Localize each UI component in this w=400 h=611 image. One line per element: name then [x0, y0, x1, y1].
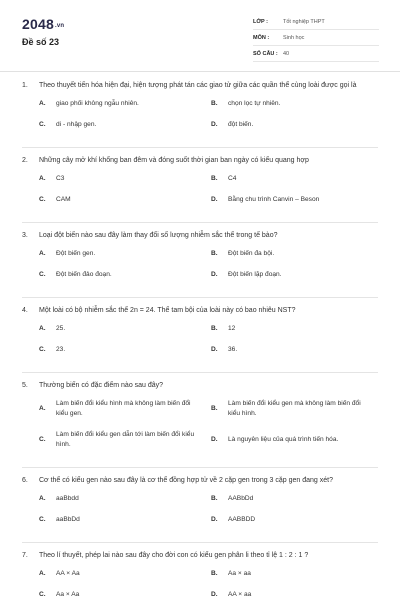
option-row — [22, 494, 378, 515]
meta-row-subject — [253, 30, 379, 46]
option-letter: D. — [211, 436, 218, 443]
question-number: 1. — [22, 82, 28, 89]
option-letter: B. — [211, 405, 218, 412]
option-d[interactable] — [211, 590, 371, 600]
question-text — [22, 230, 378, 241]
question-text — [22, 155, 378, 166]
question-divider — [22, 222, 378, 223]
option-letter: A. — [39, 570, 46, 577]
option-b[interactable] — [211, 174, 371, 184]
option-row — [22, 99, 378, 120]
option-letter: B. — [211, 250, 218, 257]
option-letter: B. — [211, 100, 218, 107]
question-number: 5. — [22, 382, 28, 389]
option-text: Đột biến đảo đoạn. — [56, 271, 112, 278]
option-row — [22, 430, 378, 461]
question-divider — [22, 467, 378, 468]
option-a[interactable] — [39, 174, 199, 184]
option-text: C3 — [56, 175, 65, 182]
option-letter: B. — [211, 325, 218, 332]
question-text — [22, 550, 378, 561]
option-row — [22, 270, 378, 291]
option-text: 12 — [228, 325, 236, 332]
option-letter: D. — [211, 121, 218, 128]
option-a[interactable] — [39, 569, 199, 579]
question-text — [22, 380, 378, 391]
option-row — [22, 515, 378, 536]
option-d[interactable] — [211, 120, 371, 130]
option-grid — [22, 494, 378, 536]
option-letter: B. — [211, 570, 218, 577]
question-6 — [0, 475, 400, 543]
question-text — [22, 305, 378, 316]
option-letter: C. — [39, 516, 46, 523]
option-text: đột biến. — [228, 121, 254, 128]
option-row — [22, 174, 378, 195]
option-a[interactable] — [39, 399, 199, 419]
question-list — [0, 80, 400, 611]
logo-suffix: .vn — [54, 23, 65, 29]
option-row — [22, 249, 378, 270]
option-grid — [22, 99, 378, 141]
option-b[interactable] — [211, 569, 371, 579]
option-c[interactable] — [39, 430, 199, 450]
option-text: Aa × Aa — [56, 591, 80, 598]
option-text: 25. — [56, 325, 66, 332]
option-text: di - nhập gen. — [56, 121, 97, 128]
option-d[interactable] — [211, 515, 371, 525]
option-text: AA × Aa — [56, 570, 80, 577]
option-row — [22, 399, 378, 430]
option-text: Là nguyên liệu của quá trình tiến hóa. — [228, 436, 339, 443]
option-a[interactable] — [39, 249, 199, 259]
option-b[interactable] — [211, 324, 371, 334]
option-letter: D. — [211, 516, 218, 523]
meta-value: 40 — [283, 51, 290, 57]
meta-label: LỚP : — [253, 19, 268, 25]
question-body: Theo lí thuyết, phép lai nào sau đây cho đời con có kiểu gen phân li theo tỉ lệ 1 : 2 : 1 ? — [39, 552, 309, 559]
option-letter: A. — [39, 495, 46, 502]
question-body: Loại đột biến nào sau đây làm thay đổi số lượng nhiễm sắc thể trong tế bào? — [39, 232, 278, 239]
option-grid — [22, 174, 378, 216]
question-number: 6. — [22, 477, 28, 484]
question-text — [22, 80, 378, 91]
option-d[interactable] — [211, 345, 371, 355]
option-letter: C. — [39, 271, 46, 278]
option-c[interactable] — [39, 515, 199, 525]
option-text: AABbDd — [228, 495, 254, 502]
option-text: CAM — [56, 196, 71, 203]
option-letter: D. — [211, 346, 218, 353]
option-letter: C. — [39, 346, 46, 353]
option-text: Đột biến đa bội. — [228, 250, 275, 257]
question-number: 3. — [22, 232, 28, 239]
question-body: Cơ thể có kiểu gen nào sau đây là cơ thể đồng hợp tử về 2 cặp gen trong 3 cặp gen đang xét? — [39, 477, 333, 484]
option-c[interactable] — [39, 345, 199, 355]
option-row — [22, 324, 378, 345]
meta-value: Sinh học — [283, 35, 305, 41]
option-grid — [22, 399, 378, 461]
option-b[interactable] — [211, 494, 371, 504]
site-logo[interactable] — [22, 16, 64, 32]
question-1 — [0, 80, 400, 148]
option-letter: C. — [39, 591, 46, 598]
option-grid — [22, 569, 378, 611]
question-2 — [0, 155, 400, 223]
option-b[interactable] — [211, 99, 371, 109]
option-d[interactable] — [211, 195, 371, 205]
question-4 — [0, 305, 400, 373]
question-divider — [22, 542, 378, 543]
question-divider — [22, 372, 378, 373]
option-letter: A. — [39, 325, 46, 332]
option-text: Làm biến đổi kiểu hình mà không làm biến đổi kiểu gen. — [56, 400, 191, 417]
option-row — [22, 195, 378, 216]
question-body: Thường biến có đặc điểm nào sau đây? — [39, 382, 164, 389]
option-text: chọn lọc tự nhiên. — [228, 100, 281, 107]
option-row — [22, 345, 378, 366]
meta-row-question-count — [253, 46, 379, 62]
option-b[interactable] — [211, 399, 371, 419]
question-number: 2. — [22, 157, 28, 164]
option-text: aaBbdd — [56, 495, 79, 502]
option-text: AA × aa — [228, 591, 252, 598]
exam-title: Đề số 23 — [22, 37, 60, 47]
meta-label: MÔN : — [253, 35, 270, 41]
option-c[interactable] — [39, 195, 199, 205]
option-a[interactable] — [39, 99, 199, 109]
option-letter: A. — [39, 405, 46, 412]
option-text: 36. — [228, 346, 238, 353]
question-text — [22, 475, 378, 486]
option-letter: C. — [39, 196, 46, 203]
option-grid — [22, 249, 378, 291]
option-text: 23. — [56, 346, 66, 353]
option-text: giao phối không ngẫu nhiên. — [56, 100, 139, 107]
meta-label: SỐ CÂU : — [253, 51, 278, 57]
question-body: Theo thuyết tiến hóa hiện đại, hiện tượng phát tán các giao tử giữa các quần thể cùng loài được gọi là — [39, 82, 357, 89]
option-b[interactable] — [211, 249, 371, 259]
option-text: C4 — [228, 175, 237, 182]
option-c[interactable] — [39, 120, 199, 130]
question-number: 4. — [22, 307, 28, 314]
option-letter: A. — [39, 175, 46, 182]
option-text: Đột biến gen. — [56, 250, 96, 257]
option-text: Bằng chu trình Canvin – Beson — [228, 196, 320, 203]
exam-meta — [253, 14, 379, 62]
question-body: Một loài có bộ nhiễm sắc thể 2n = 24. Thể tam bội của loài này có bao nhiêu NST? — [39, 307, 296, 314]
logo-text: 2048 — [22, 16, 54, 32]
option-letter: B. — [211, 175, 218, 182]
option-row — [22, 590, 378, 611]
question-body: Những cây mở khí khổng ban đêm và đóng suốt thời gian ban ngày có kiểu quang hợp — [39, 157, 309, 164]
option-letter: C. — [39, 436, 46, 443]
question-3 — [0, 230, 400, 298]
option-letter: A. — [39, 250, 46, 257]
option-c[interactable] — [39, 590, 199, 600]
option-d[interactable] — [211, 270, 371, 280]
option-letter: C. — [39, 121, 46, 128]
question-number: 7. — [22, 552, 28, 559]
meta-value: Tốt nghiệp THPT — [283, 19, 325, 25]
option-text: Làm biến đổi kiểu gen mà không làm biến đổi kiểu hình. — [228, 400, 361, 417]
option-letter: D. — [211, 196, 218, 203]
question-7 — [0, 550, 400, 611]
option-text: Aa × aa — [228, 570, 251, 577]
option-a[interactable] — [39, 324, 199, 334]
question-divider — [22, 147, 378, 148]
question-5 — [0, 380, 400, 468]
option-c[interactable] — [39, 270, 199, 280]
option-text: AABBDD — [228, 516, 256, 523]
option-letter: D. — [211, 271, 218, 278]
option-row — [22, 120, 378, 141]
option-a[interactable] — [39, 494, 199, 504]
question-divider — [22, 297, 378, 298]
option-text: aaBbDd — [56, 516, 80, 523]
option-row — [22, 569, 378, 590]
header-divider — [0, 71, 400, 72]
option-letter: A. — [39, 100, 46, 107]
option-text: Làm biến đổi kiểu gen dẫn tới làm biến đổi kiểu hình. — [56, 431, 195, 448]
option-grid — [22, 324, 378, 366]
option-letter: D. — [211, 591, 218, 598]
option-text: Đột biến lặp đoạn. — [228, 271, 282, 278]
option-letter: B. — [211, 495, 218, 502]
meta-row-class — [253, 14, 379, 30]
option-d[interactable] — [211, 435, 371, 445]
header — [0, 0, 400, 70]
